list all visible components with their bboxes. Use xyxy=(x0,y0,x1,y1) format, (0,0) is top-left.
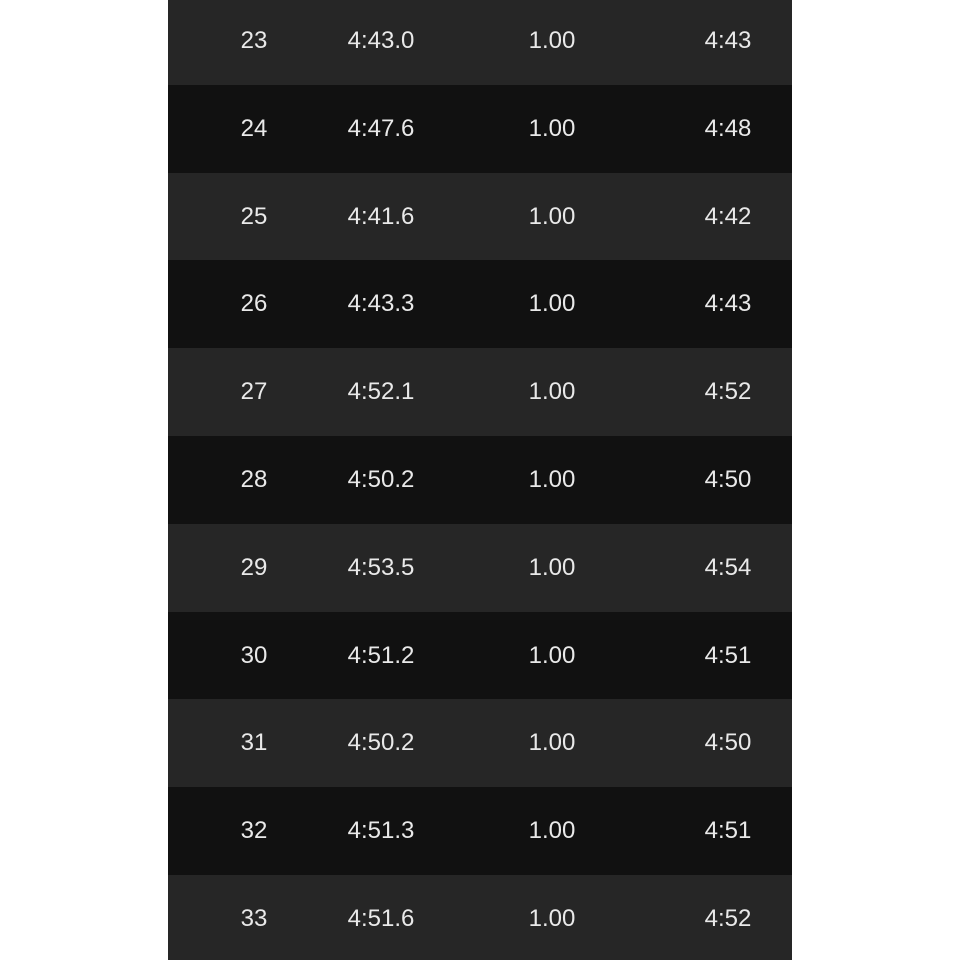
lap-time: 4:51.6 xyxy=(347,904,415,932)
split-row[interactable] xyxy=(168,173,792,261)
lap-distance: 1.00 xyxy=(528,465,576,493)
lap-number: 25 xyxy=(240,202,268,230)
split-row[interactable] xyxy=(168,260,792,348)
split-row[interactable] xyxy=(168,85,792,173)
lap-distance: 1.00 xyxy=(528,729,576,757)
lap-distance: 1.00 xyxy=(528,641,576,669)
lap-distance: 1.00 xyxy=(528,553,576,581)
lap-pace: 4:42 xyxy=(704,202,752,230)
splits-screen xyxy=(168,0,792,960)
split-row[interactable] xyxy=(168,787,792,875)
lap-time: 4:43.0 xyxy=(347,27,415,54)
lap-time: 4:41.6 xyxy=(347,202,415,230)
lap-distance: 1.00 xyxy=(528,114,576,142)
lap-time: 4:53.5 xyxy=(347,553,415,581)
lap-number: 33 xyxy=(240,904,268,932)
splits-table xyxy=(168,0,792,960)
lap-pace: 4:50 xyxy=(704,465,752,493)
lap-number: 29 xyxy=(240,553,268,581)
lap-pace: 4:51 xyxy=(704,641,752,669)
lap-distance: 1.00 xyxy=(528,202,576,230)
lap-number: 32 xyxy=(240,817,268,845)
lap-pace: 4:50 xyxy=(704,729,752,757)
lap-pace: 4:54 xyxy=(704,553,752,581)
lap-number: 26 xyxy=(240,290,268,318)
lap-time: 4:50.2 xyxy=(347,465,415,493)
split-row[interactable] xyxy=(168,436,792,524)
lap-distance: 1.00 xyxy=(528,290,576,318)
lap-distance: 1.00 xyxy=(528,904,576,932)
split-row[interactable] xyxy=(168,612,792,700)
lap-number: 31 xyxy=(240,729,268,757)
lap-pace: 4:43 xyxy=(704,290,752,318)
lap-distance: 1.00 xyxy=(528,27,576,54)
lap-number: 30 xyxy=(240,641,268,669)
lap-pace: 4:43 xyxy=(704,27,752,54)
lap-distance: 1.00 xyxy=(528,378,576,406)
lap-pace: 4:48 xyxy=(704,114,752,142)
lap-number: 23 xyxy=(240,27,268,54)
split-row[interactable] xyxy=(168,348,792,436)
lap-time: 4:50.2 xyxy=(347,729,415,757)
split-row[interactable] xyxy=(168,0,792,85)
lap-pace: 4:52 xyxy=(704,378,752,406)
lap-time: 4:47.6 xyxy=(347,114,415,142)
lap-number: 24 xyxy=(240,114,268,142)
lap-distance: 1.00 xyxy=(528,817,576,845)
lap-number: 27 xyxy=(240,378,268,406)
lap-number: 28 xyxy=(240,465,268,493)
lap-time: 4:51.2 xyxy=(347,641,415,669)
lap-time: 4:43.3 xyxy=(347,290,415,318)
split-row[interactable] xyxy=(168,524,792,612)
split-row[interactable] xyxy=(168,699,792,787)
lap-time: 4:52.1 xyxy=(347,378,415,406)
lap-pace: 4:52 xyxy=(704,904,752,932)
lap-pace: 4:51 xyxy=(704,817,752,845)
lap-time: 4:51.3 xyxy=(347,817,415,845)
split-row[interactable] xyxy=(168,875,792,960)
